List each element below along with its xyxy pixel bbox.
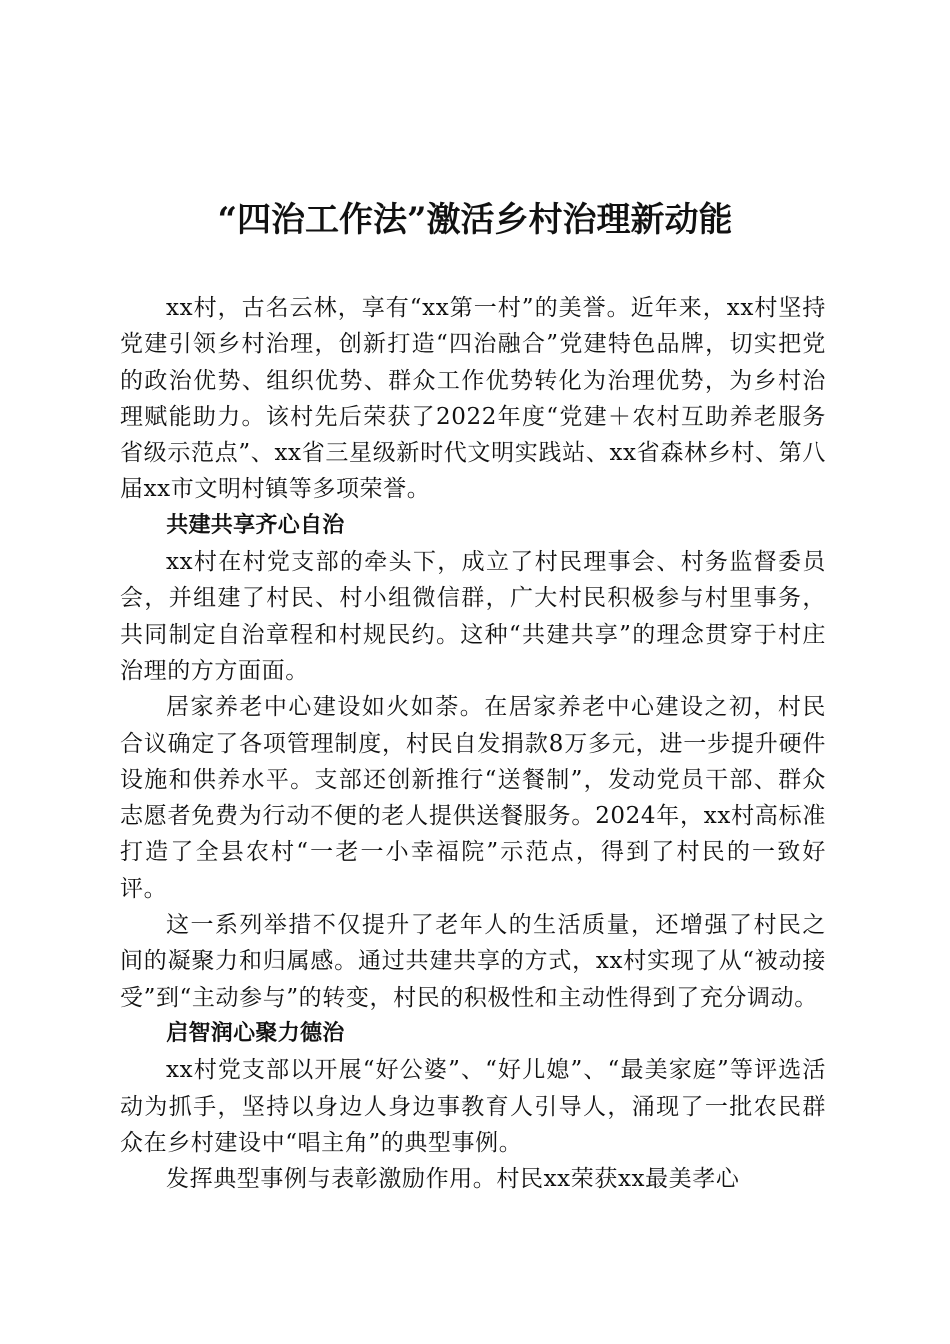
- document-body: [120, 290, 826, 1197]
- document-title: “四治工作法”激活乡村治理新动能: [217, 200, 733, 240]
- section-heading-self-governance: 共建共享齐心自治: [166, 512, 345, 538]
- paragraph-intro: xx村，古名云林，享有“xx第一村”的美誉。近年来，xx村坚持党建引领乡村治理，创新打造“四治融合”党建特色品牌，切实把党的政治优势、组织优势、群众工作优势转化为治理优势，为乡村治理赋能助力。该村先后荣获了2022年度“党建＋农村互助养老服务省级示范点”、xx省三星级新时代文明实践站、xx省森林乡村、第八届xx市文明村镇等多项荣誉。: [120, 295, 826, 503]
- paragraph-moral-governance: xx村党支部以开展“好公婆”、“好儿媳”、“最美家庭”等评选活动为抓手，坚持以身边人身边事教育人引导人，涌现了一批农民群众在乡村建设中“唱主角”的典型事例。: [120, 1057, 826, 1156]
- paragraph-role-models: 发挥典型事例与表彰激励作用。村民xx荣获xx最美孝心: [166, 1166, 740, 1193]
- paragraph-elderly-care: 居家养老中心建设如火如荼。在居家养老中心建设之初，村民合议确定了各项管理制度，村民自发捐款8万多元，进一步提升硬件设施和供养水平。支部还创新推行“送餐制”，发动党员干部、群众志愿者免费为行动不便的老人提供送餐服务。2024年，xx村高标准打造了全县农村“一老一小幸福院”示范点，得到了村民的一致好评。: [120, 694, 826, 902]
- paragraph-cohesion: 这一系列举措不仅提升了老年人的生活质量，还增强了村民之间的凝聚力和归属感。通过共建共享的方式，xx村实现了从“被动接受”到“主动参与”的转变，村民的积极性和主动性得到了充分调动。: [120, 912, 826, 1011]
- section-heading-moral-governance: 启智润心聚力德治: [166, 1020, 345, 1046]
- paragraph-self-governance: xx村在村党支部的牵头下，成立了村民理事会、村务监督委员会，并组建了村民、村小组微信群，广大村民积极参与村里事务，共同制定自治章程和村规民约。这种“共建共享”的理念贯穿于村庄治理的方方面面。: [120, 549, 826, 684]
